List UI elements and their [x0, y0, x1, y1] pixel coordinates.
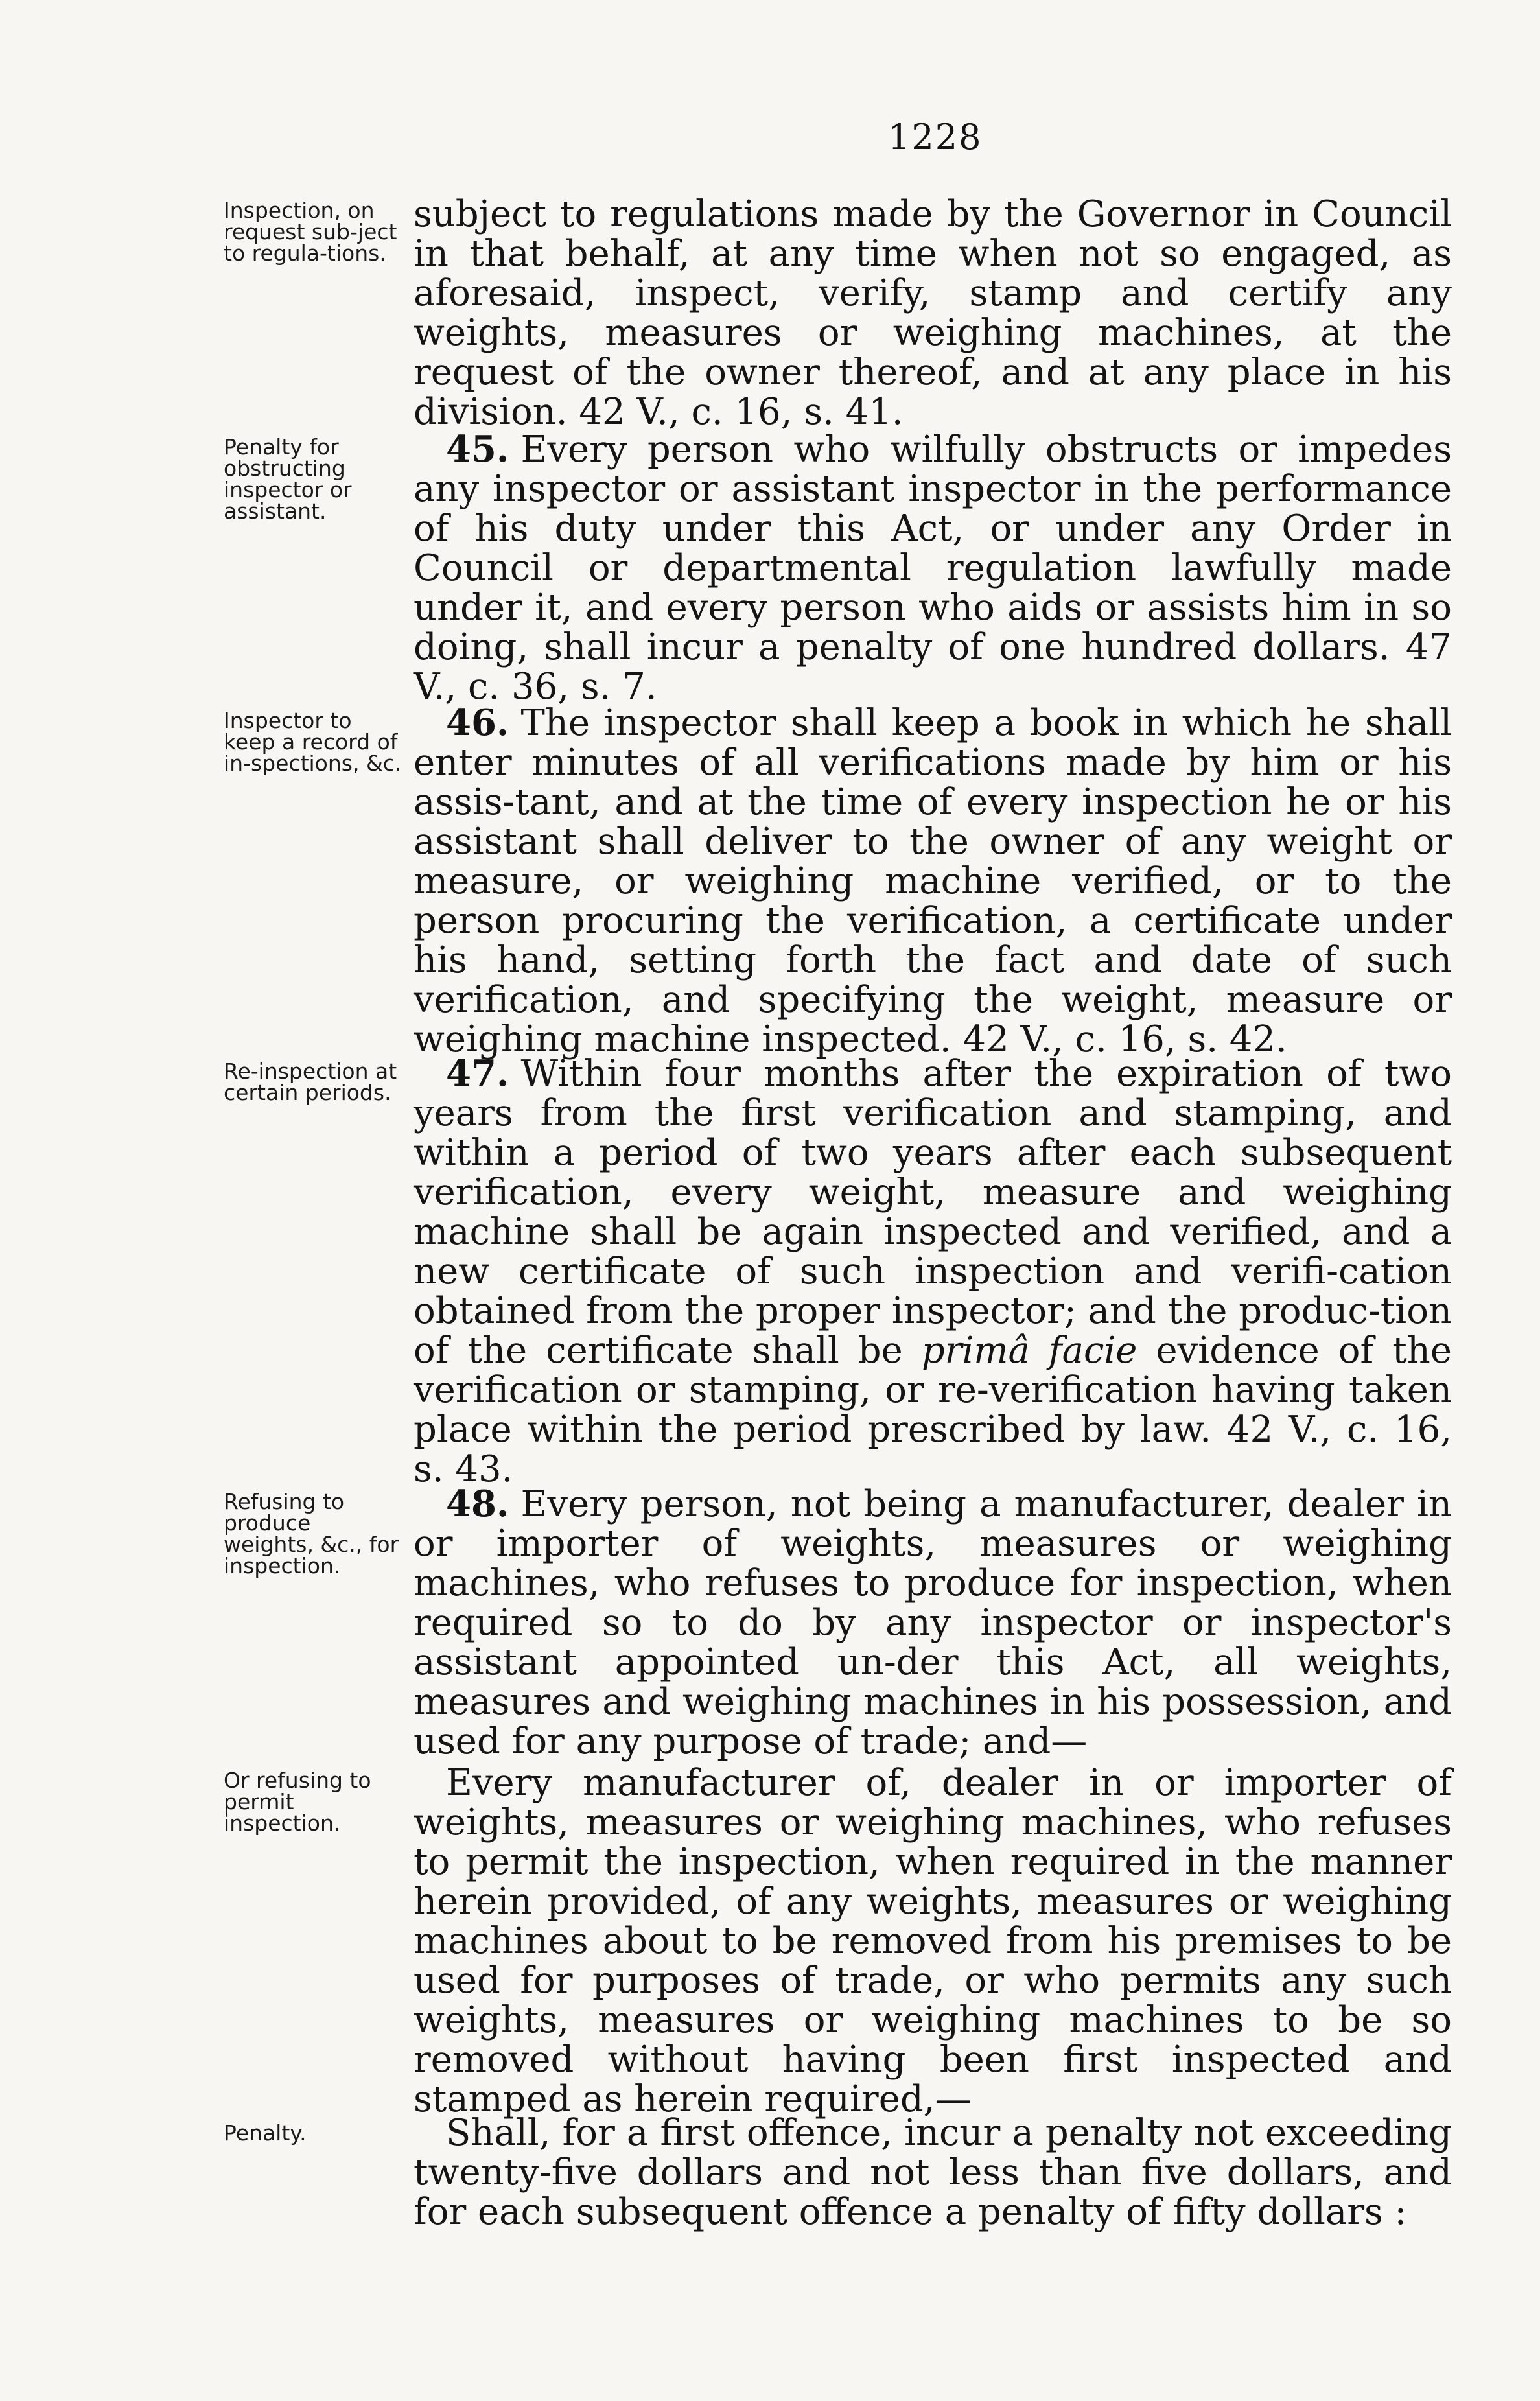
section-text — [414, 1054, 1452, 1489]
section-number: 48. — [446, 1482, 509, 1525]
section-body: Every person, not being a manufacturer, dealer in or importer of weights, measures or weighing machines, who refuses to produce for inspection, when required so to do by any inspector or inspector's assistant appointed un-der this Act, all weights, measures and weighing machines in his possession, and used for any purpose of trade; and— — [414, 1483, 1452, 1763]
section-body-before: Within four months after the expiration of two years from the first verification and stamping, and within a period of two years after each subsequent verification, every weight, measure and weighing machine shall be again inspected and verified, and a new certificate of such inspection and verifi-cation obtained from the proper inspector; and the produc-tion of the certificate shall be — [414, 1053, 1452, 1372]
section-body: Shall, for a first offence, incur a penalty not exceeding twenty-five dollars and not less than five dollars, and for each subsequent offence a penalty of fifty dollars : — [414, 2112, 1452, 2233]
marginal-note: Penalty for obstructing inspector or assistant. — [224, 434, 352, 524]
section-body-after: evidence of the verification or stamping, or re-verification having taken place within the period prescribed by law. 42 V., c. 16, s. 43. — [414, 1329, 1452, 1490]
section-text — [414, 1484, 1452, 1761]
page-number: 1228 — [888, 117, 983, 158]
section-body: Every manufacturer of, dealer in or importer of weights, measures or weighing machines, who refuses to permit the inspection, when required in the manner herein provided, of any weights, measures or weighing machines about to be removed from his premises to be used for purposes of trade, or who permits any such weights, measures or weighing machines to be so removed without having been first inspected and stamped as herein required,— — [414, 1762, 1452, 2120]
section-body: Every person who wilfully obstructs or impedes any inspector or assistant inspector in the performance of his duty under this Act, or under any Order in Council or departmental regulation lawfully made under it, and every person who aids or assists him in so doing, shall incur a penalty of one hundred dollars. 47 V., c. 36, s. 7. — [414, 428, 1452, 708]
section-number: 46. — [446, 701, 509, 744]
marginal-note: Inspector to keep a record of in-spections, &c. — [224, 708, 402, 776]
section-number: 47. — [446, 1052, 509, 1095]
marginal-note: Penalty. — [224, 2120, 307, 2146]
section-text — [414, 1763, 1452, 2119]
section-text: subject to regulations made by the Governor in Council in that behalf, at any time when not so engaged, as aforesaid, inspect, verify, stamp and certify any weights, measures or weighing machines, at the request of the owner thereof, and at any place in his division. 42 V., c. 16, s. 41. — [414, 193, 1452, 433]
section-text — [414, 703, 1452, 1059]
marginal-note: Refusing to produce weights, &c., for inspection. — [224, 1489, 399, 1578]
section-text — [414, 430, 1452, 707]
marginal-note: Or refusing to permit inspection. — [224, 1768, 371, 1836]
section-body: The inspector shall keep a book in which he shall enter minutes of all verifications made by him or his assis-tant, and at the time of every inspection he or his assistant shall deliver to the owner of any weight or measure, or weighing machine verified, or to the person procuring the verification, a certificate under his hand, setting forth the fact and date of such verification, and specifying the weight, measure or weighing machine inspected. 42 V., c. 16, s. 42. — [414, 702, 1452, 1060]
italic-term: primâ facie — [921, 1329, 1138, 1372]
section-text — [414, 2113, 1452, 2232]
marginal-note: Re-inspection at certain periods. — [224, 1059, 397, 1105]
section-number: 45. — [446, 428, 509, 471]
marginal-note: Inspection, on request sub-ject to regula-tions. — [224, 198, 397, 266]
